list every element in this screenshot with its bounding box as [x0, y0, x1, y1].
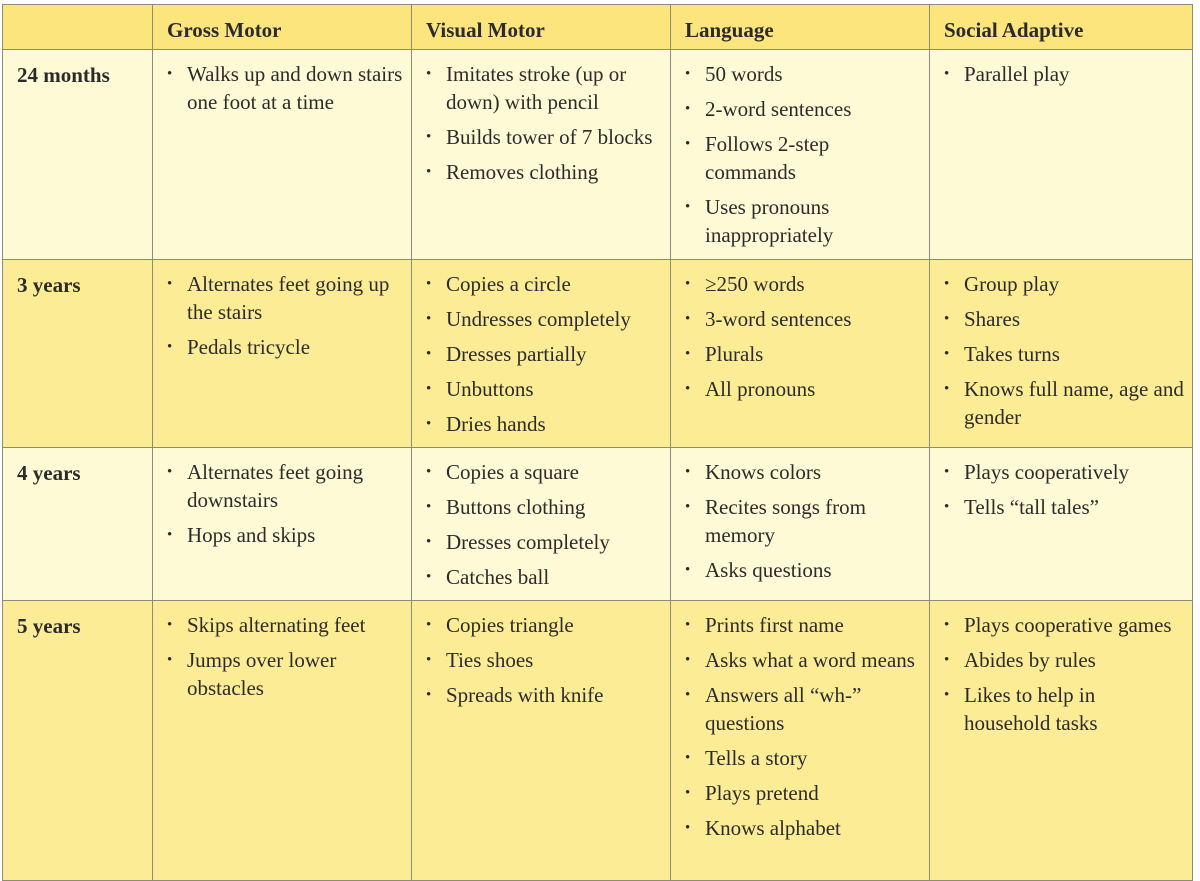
gross-motor-cell [153, 601, 412, 881]
list-item: • 50 words [683, 60, 921, 88]
list-item: • Alternates feet going up the stairs [165, 270, 403, 326]
gross-motor-list [165, 60, 403, 116]
list-item: • Builds tower of 7 blocks [424, 123, 662, 151]
header-social-adaptive: Social Adaptive [930, 5, 1193, 50]
list-item: • Parallel play [942, 60, 1184, 88]
visual-motor-cell [412, 260, 671, 448]
social-adaptive-list [942, 60, 1184, 88]
list-item: • Removes clothing [424, 158, 662, 186]
table-row [3, 601, 1193, 881]
header-visual-motor: Visual Motor [412, 5, 671, 50]
header-row [3, 5, 1193, 50]
list-item: • Group play [942, 270, 1184, 298]
social-adaptive-cell [930, 50, 1193, 260]
list-item: • Uses pronouns inappropriately [683, 193, 921, 249]
visual-motor-cell [412, 448, 671, 601]
list-item: • Catches ball [424, 563, 662, 591]
visual-motor-cell [412, 601, 671, 881]
list-item: • Dresses completely [424, 528, 662, 556]
header-language: Language [671, 5, 930, 50]
gross-motor-list [165, 611, 403, 702]
list-item: • 3-word sentences [683, 305, 921, 333]
visual-motor-cell [412, 50, 671, 260]
list-item: • Prints first name [683, 611, 921, 639]
list-item: • Plays cooperatively [942, 458, 1184, 486]
list-item: • Knows full name, age and gender [942, 375, 1184, 431]
social-adaptive-list [942, 458, 1184, 521]
list-item: • Recites songs from memory [683, 493, 921, 549]
list-item: • Copies triangle [424, 611, 662, 639]
gross-motor-cell [153, 50, 412, 260]
social-adaptive-cell [930, 260, 1193, 448]
list-item: • Ties shoes [424, 646, 662, 674]
social-adaptive-cell [930, 448, 1193, 601]
language-cell [671, 601, 930, 881]
language-list [683, 270, 921, 403]
list-item: • Plays cooperative games [942, 611, 1184, 639]
gross-motor-list [165, 458, 403, 549]
list-item: • Spreads with knife [424, 681, 662, 709]
table-row [3, 50, 1193, 260]
list-item: • Undresses completely [424, 305, 662, 333]
list-item: • Tells “tall tales” [942, 493, 1184, 521]
list-item: • Dries hands [424, 410, 662, 438]
header-gross-motor: Gross Motor [153, 5, 412, 50]
language-list [683, 611, 921, 842]
visual-motor-list [424, 458, 662, 591]
social-adaptive-cell [930, 601, 1193, 881]
list-item: • Answers all “wh-” questions [683, 681, 921, 737]
list-item: • Buttons clothing [424, 493, 662, 521]
visual-motor-list [424, 60, 662, 186]
list-item: • Dresses partially [424, 340, 662, 368]
list-item: • Copies a circle [424, 270, 662, 298]
list-item: • Pedals tricycle [165, 333, 403, 361]
list-item: • Knows alphabet [683, 814, 921, 842]
language-cell [671, 260, 930, 448]
list-item: • Likes to help in household tasks [942, 681, 1184, 737]
list-item: • Follows 2-step commands [683, 130, 921, 186]
table-row [3, 448, 1193, 601]
age-label: 24 months [3, 50, 153, 260]
language-cell [671, 448, 930, 601]
gross-motor-cell [153, 448, 412, 601]
list-item: • Plays pretend [683, 779, 921, 807]
developmental-milestones-table [2, 4, 1193, 881]
list-item: • Knows colors [683, 458, 921, 486]
list-item: • Alternates feet going downstairs [165, 458, 403, 514]
social-adaptive-list [942, 270, 1184, 431]
table-row [3, 260, 1193, 448]
list-item: • Jumps over lower obstacles [165, 646, 403, 702]
list-item: • Shares [942, 305, 1184, 333]
list-item: • Tells a story [683, 744, 921, 772]
language-list [683, 458, 921, 584]
list-item: • Walks up and down stairs one foot at a time [165, 60, 403, 116]
gross-motor-list [165, 270, 403, 361]
list-item: • Skips alternating feet [165, 611, 403, 639]
list-item: • Asks questions [683, 556, 921, 584]
age-label: 3 years [3, 260, 153, 448]
language-cell [671, 50, 930, 260]
list-item: • Imitates stroke (up or down) with pencil [424, 60, 662, 116]
language-list [683, 60, 921, 249]
list-item: • Takes turns [942, 340, 1184, 368]
list-item: • Abides by rules [942, 646, 1184, 674]
list-item: • Asks what a word means [683, 646, 921, 674]
list-item: • Hops and skips [165, 521, 403, 549]
list-item: • 2-word sentences [683, 95, 921, 123]
list-item: • Copies a square [424, 458, 662, 486]
visual-motor-list [424, 270, 662, 438]
list-item: • Plurals [683, 340, 921, 368]
header-age [3, 5, 153, 50]
list-item: • ≥250 words [683, 270, 921, 298]
list-item: • All pronouns [683, 375, 921, 403]
list-item: • Unbuttons [424, 375, 662, 403]
gross-motor-cell [153, 260, 412, 448]
social-adaptive-list [942, 611, 1184, 737]
visual-motor-list [424, 611, 662, 709]
age-label: 5 years [3, 601, 153, 881]
age-label: 4 years [3, 448, 153, 601]
